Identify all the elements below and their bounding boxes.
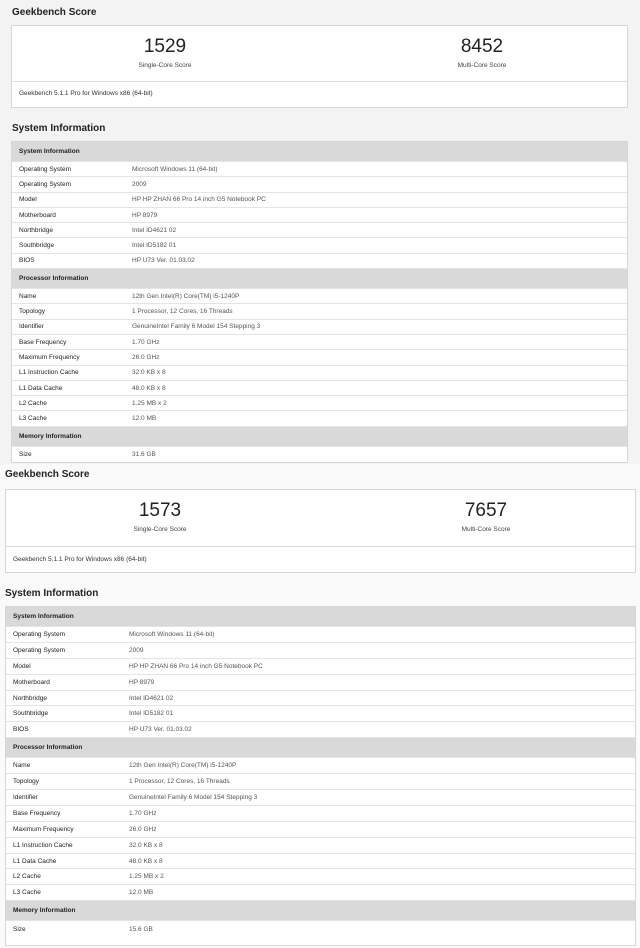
table-row — [6, 869, 635, 885]
row-value: HP HP ZHAN 66 Pro 14 inch G5 Notebook PC — [129, 662, 263, 670]
row-value: 32.0 KB x 8 — [132, 369, 166, 377]
row-label: L2 Cache — [19, 399, 47, 407]
table-row — [6, 838, 635, 854]
table-row — [12, 177, 627, 192]
row-value: 48.0 KB x 8 — [132, 384, 166, 392]
single-core-value: 1529 — [143, 36, 187, 57]
row-value: HP U73 Ver. 01.03.02 — [132, 257, 195, 265]
system-info-heading: System Information — [5, 588, 99, 599]
table-row — [6, 643, 635, 659]
single-core-score — [60, 490, 260, 533]
row-label: L2 Cache — [13, 873, 41, 881]
table-row — [6, 921, 635, 937]
row-value: 1 Processor, 12 Cores, 16 Threads — [132, 308, 233, 316]
row-label: BIOS — [19, 257, 35, 265]
row-label: Northbridge — [13, 694, 47, 702]
row-label: L1 Instruction Cache — [19, 369, 79, 377]
table-row — [12, 254, 627, 269]
geekbench-result-panel-1 — [0, 0, 640, 464]
score-card — [5, 489, 636, 573]
table-row — [12, 411, 627, 426]
row-value: Intel ID4621 02 — [129, 694, 174, 702]
row-value: 12th Gen Intel(R) Core(TM) i5-1240P — [132, 292, 240, 300]
row-value: 26.0 GHz — [129, 825, 157, 833]
row-value: HP U73 Ver. 01.03.02 — [129, 726, 192, 734]
single-core-label: Single-Core Score — [133, 526, 187, 533]
row-value: 12.0 MB — [129, 889, 154, 897]
section-header — [6, 607, 635, 627]
row-label: Topology — [13, 778, 40, 786]
row-value: Intel ID4621 02 — [132, 226, 177, 234]
section-header — [12, 142, 627, 162]
multi-core-score — [386, 490, 586, 533]
table-row — [12, 396, 627, 411]
table-row — [6, 722, 635, 738]
multi-core-score — [382, 26, 582, 69]
row-label: Motherboard — [19, 211, 56, 219]
table-row — [12, 381, 627, 396]
system-info-heading: System Information — [12, 123, 106, 134]
row-label: Size — [19, 450, 32, 458]
score-heading: Geekbench Score — [5, 469, 90, 480]
row-value: GenuineIntel Family 6 Model 154 Stepping 3 — [129, 793, 258, 801]
system-info-table — [11, 141, 628, 463]
row-label: Operating System — [13, 646, 66, 654]
section-title: Memory Information — [13, 907, 76, 915]
row-label: Base Frequency — [13, 809, 61, 817]
row-value: 26.0 GHz — [132, 353, 160, 361]
version-text: Geekbench 5.1.1 Pro for Windows x86 (64-bit) — [13, 556, 147, 563]
table-row — [6, 806, 635, 822]
table-row — [12, 289, 627, 304]
row-value: 32.0 KB x 8 — [129, 841, 163, 849]
row-label: L1 Data Cache — [19, 384, 63, 392]
table-row — [6, 758, 635, 774]
multi-core-value: 8452 — [460, 36, 504, 57]
table-row — [12, 350, 627, 365]
table-row — [12, 366, 627, 381]
system-info-table — [5, 606, 636, 946]
row-label: Southbridge — [13, 710, 49, 718]
table-row — [12, 335, 627, 350]
table-row — [6, 822, 635, 838]
row-label: Northbridge — [19, 226, 53, 234]
version-text: Geekbench 5.1.1 Pro for Windows x86 (64-bit) — [19, 90, 153, 97]
table-row — [12, 193, 627, 208]
row-label: L3 Cache — [13, 889, 41, 897]
table-row — [6, 885, 635, 901]
divider — [12, 81, 627, 82]
row-label: BIOS — [13, 726, 29, 734]
row-value: Intel ID5182 01 — [129, 710, 174, 718]
table-row — [6, 854, 635, 870]
row-value: 1.25 MB x 2 — [129, 873, 164, 881]
table-row — [12, 447, 627, 462]
single-core-label: Single-Core Score — [138, 62, 192, 69]
table-row — [12, 223, 627, 238]
section-title: Processor Information — [13, 744, 83, 752]
row-value: 1 Processor, 12 Cores, 16 Threads — [129, 778, 230, 786]
row-value: HP 8979 — [129, 678, 155, 686]
table-row — [12, 238, 627, 253]
row-label: Operating System — [19, 180, 72, 188]
row-value: 1.70 GHz — [132, 338, 160, 346]
row-value: 1.25 MB x 2 — [132, 399, 167, 407]
row-label: Identifier — [13, 793, 38, 801]
row-label: Size — [13, 925, 26, 933]
table-row — [12, 208, 627, 223]
row-label: L1 Instruction Cache — [13, 841, 73, 849]
table-row — [6, 659, 635, 675]
table-row — [12, 162, 627, 177]
section-header — [12, 427, 627, 447]
multi-core-label: Multi-Core Score — [457, 62, 507, 69]
row-value: Intel ID5182 01 — [132, 242, 177, 250]
table-row — [12, 320, 627, 335]
multi-core-value: 7657 — [464, 500, 508, 521]
section-header — [6, 901, 635, 921]
section-title: Processor Information — [19, 275, 89, 283]
row-value: HP 8979 — [132, 211, 158, 219]
section-title: Memory Information — [19, 432, 82, 440]
row-label: Identifier — [19, 323, 44, 331]
table-row — [6, 706, 635, 722]
row-value: Microsoft Windows 11 (64-bit) — [132, 165, 218, 173]
table-row — [6, 774, 635, 790]
single-core-score — [65, 26, 265, 69]
row-value: HP HP ZHAN 66 Pro 14 inch G5 Notebook PC — [132, 196, 266, 204]
row-label: Model — [13, 662, 31, 670]
row-value: Microsoft Windows 11 (64-bit) — [129, 630, 215, 638]
row-label: Maximum Frequency — [19, 353, 80, 361]
row-value: 2009 — [129, 646, 144, 654]
row-label: Model — [19, 196, 37, 204]
row-value: 12.0 MB — [132, 415, 157, 423]
score-card — [11, 25, 628, 108]
row-label: Operating System — [19, 165, 72, 173]
geekbench-result-panel-2 — [0, 464, 640, 948]
row-label: Base Frequency — [19, 338, 67, 346]
multi-core-label: Multi-Core Score — [461, 526, 511, 533]
score-heading: Geekbench Score — [12, 7, 97, 18]
section-title: System Information — [19, 148, 80, 155]
divider — [6, 546, 635, 547]
row-value: 2009 — [132, 180, 147, 188]
section-header — [12, 269, 627, 289]
row-label: L3 Cache — [19, 415, 47, 423]
row-value: 15.6 GB — [129, 925, 153, 933]
section-title: System Information — [13, 613, 74, 620]
row-label: Name — [19, 292, 37, 300]
row-label: L1 Data Cache — [13, 857, 57, 865]
table-row — [6, 627, 635, 643]
row-label: Topology — [19, 308, 46, 316]
row-label: Motherboard — [13, 678, 50, 686]
row-value: 31.6 GB — [132, 450, 156, 458]
table-row — [6, 675, 635, 691]
table-row — [12, 304, 627, 319]
row-label: Southbridge — [19, 242, 55, 250]
single-core-value: 1573 — [138, 500, 182, 521]
row-label: Name — [13, 762, 31, 770]
row-value: 1.70 GHz — [129, 809, 157, 817]
row-label: Maximum Frequency — [13, 825, 74, 833]
section-header — [6, 738, 635, 758]
row-value: 48.0 KB x 8 — [129, 857, 163, 865]
table-row — [6, 691, 635, 707]
row-label: Operating System — [13, 630, 66, 638]
row-value: 12th Gen Intel(R) Core(TM) i5-1240P — [129, 762, 237, 770]
table-row — [6, 790, 635, 806]
row-value: GenuineIntel Family 6 Model 154 Stepping 3 — [132, 323, 261, 331]
